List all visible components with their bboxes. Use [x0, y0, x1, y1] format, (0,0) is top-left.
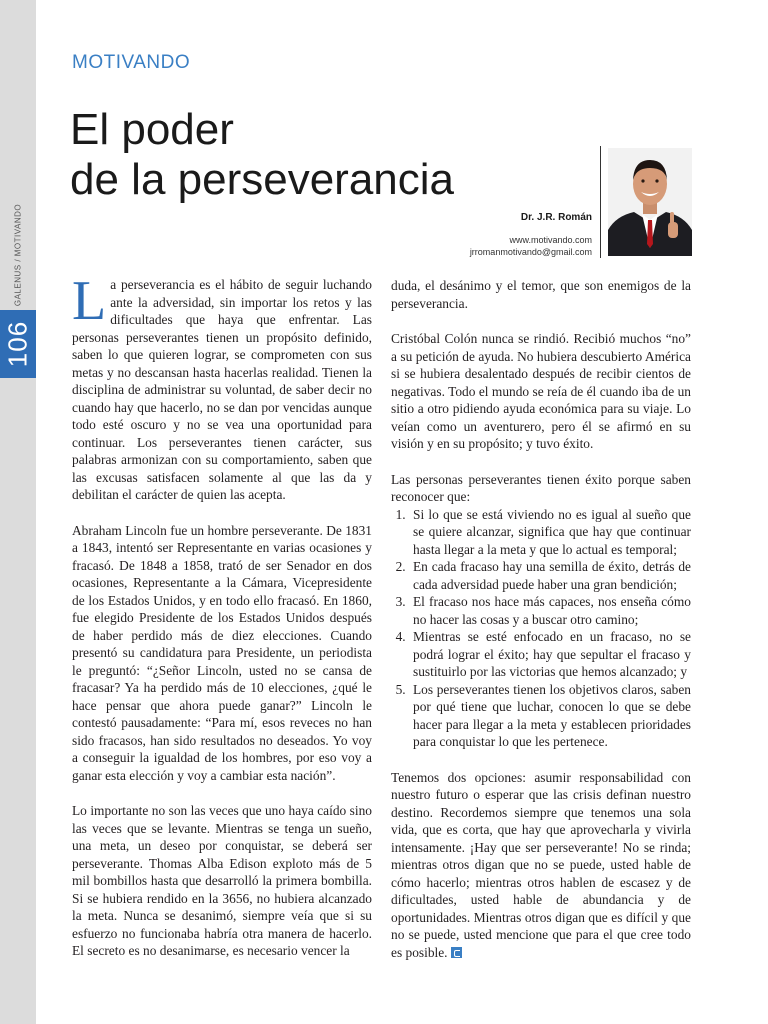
paragraph-list-intro: Las personas perseverantes tienen éxito porque saben reconocer que:: [391, 471, 691, 504]
author-photo: [608, 148, 692, 256]
author-portrait-icon: [608, 148, 692, 256]
paragraph-colon: Cristóbal Colón nunca se rindió. Recibió muchos “no” a su petición de ayuda. No hubiera descubierto América si se hubiera desalentado después de recibir cientos de negativas. Todo el mundo se reía de él cuando iba de un sitio a otro pidiendo ayuda económica para su viaje. Lo veían como un aventurero, pero él se afirmó en su visión y en su propósito; y tuvo éxito.: [391, 331, 691, 451]
list-item: 5. Los perseverantes tienen los objetivos claros, saben por qué tiene que luchar, conocen lo que se debe hacer para llegar a la meta y establecen prioridades para conquistar lo que les pertenece.: [409, 681, 691, 751]
title-line-1: El poder: [70, 105, 234, 154]
paragraph-closing-text: Tenemos dos opciones: asumir responsabilidad con nuestro futuro o esperar que las crisis definan nuestro destino. Recordemos siempre que tenemos una sola vida, que es corta, que hay que aprovecharla y vivirla intensamente. ¡Hay que ser perseverante! No se rinda; mientras otros digan que no se puede, usted hable de cómo hacerlo; mientras otros hablen de escasez y de dificultades, usted hable de abundancia y de oportunidades. Mientras otros digan que es difícil y que no se puede, usted mencione que para el que cree todo es posible.: [391, 769, 691, 960]
paragraph-edison: Lo importante no son las veces que uno haya caído sino las veces que se levante. Mientras se tenga un sueño, una meta, un deseo por conquistar, se deberá ser perseverante. Thomas Alba Edison exploto más de 5 mil bombillos hasta que desarrolló la primera bombilla. Si se hubiera rendido en la 3656, no hubiera alcanzado la meta. Nunca se desanimó, siempre veía que si su esfuerzo no funcionaba habría otra manera de hacerlo. El secreto es no desanimarse, es necesario vencer la: [72, 803, 372, 958]
end-mark-icon: [451, 947, 462, 958]
author-website: www.motivando.com: [509, 235, 592, 245]
success-list: [391, 506, 691, 751]
paragraph-closing: [391, 769, 691, 962]
list-item: 4. Mientras se esté enfocado en un fracaso, no se podrá lograr el éxito; hay que sepultar el fracaso y sustituirlo por las victorias que hemos alcanzado; y: [409, 628, 691, 681]
paragraph-lincoln: Abraham Lincoln fue un hombre perseverante. De 1831 a 1843, intentó ser Representante en varias ocasiones y fracasó. De 1848 a 1858, trató de ser Senador en dos ocasiones, Representante a la Cámara, Vicepresidente de los Estados Unidos, y en todo ello fracasó. En 1860, fue elegido Presidente de los Estados Unidos después de haber perdido más de diez elecciones. Cuando presentó su candidatura para Presidente, un periodista le preguntó: “¿Señor Lincoln, usted no se cansa de fracasar? Ya ha perdido más de 10 elecciones, ¿qué le hace pensar que ahora puede ganar?” Lincoln le contestó pausadamente: “Para mí, esos reveces no han sido fracasos, han sido resultados no deseados. Yo voy a conseguir la igualdad de los hombres, por eso voy a ganar esta elección y voy a cambiar esta nación”.: [72, 522, 372, 783]
list-item: 3. El fracaso nos hace más capaces, nos enseña cómo no hacer las cosas y a buscar otro camino;: [409, 593, 691, 628]
dropcap: L: [72, 270, 107, 332]
paragraph-intro-text: a perseverancia es el hábito de seguir luchando ante la adversidad, sin importar los retos y las dificultades que haya que enfrentar. Las personas perseverantes tienen un propósito definido, saben lo que quieren lograr, se comprometen con sus metas y no descansan hasta hacerlas realidad. Tienen la disciplina de administrar su voluntad, de saber decir no cuando hay que hacerlo, no se dan por vencidas aunque todo esté oscuro y no se vea una oportunidad para continuar. Los perseverantes tienen carácter, sus palabras armonizan con su comportamiento, saben que las excusas satisfacen solamente al que las da y debilitan el carácter de quien las acepta.: [72, 277, 372, 502]
section-label: GALENUS / MOTIVANDO: [13, 203, 23, 307]
side-strip: [0, 0, 36, 1024]
author-name: Dr. J.R. Román: [520, 212, 592, 223]
page-number: 106: [2, 320, 33, 368]
author-divider: [600, 146, 601, 258]
author-block: [470, 212, 592, 258]
article-column-right: [391, 277, 691, 979]
title-line-2: de la perseverancia: [70, 155, 455, 204]
author-email: jrromanmotivando@gmail.com: [469, 247, 592, 257]
list-item: 2. En cada fracaso hay una semilla de éxito, detrás de cada adversidad puede haber una gran bendición;: [409, 558, 691, 593]
section-kicker: MOTIVANDO: [72, 52, 191, 73]
paragraph-continuation: duda, el desánimo y el temor, que son enemigos de la perseverancia.: [391, 278, 691, 311]
paragraph-intro: [72, 270, 372, 504]
list-item: 1. Si lo que se está viviendo no es igual al sueño que se quiere alcanzar, significa que hay que continuar hasta llegar a la meta y que lo actual es temporal;: [409, 506, 691, 559]
article-title: [70, 105, 590, 205]
article-column-left: [72, 262, 372, 978]
